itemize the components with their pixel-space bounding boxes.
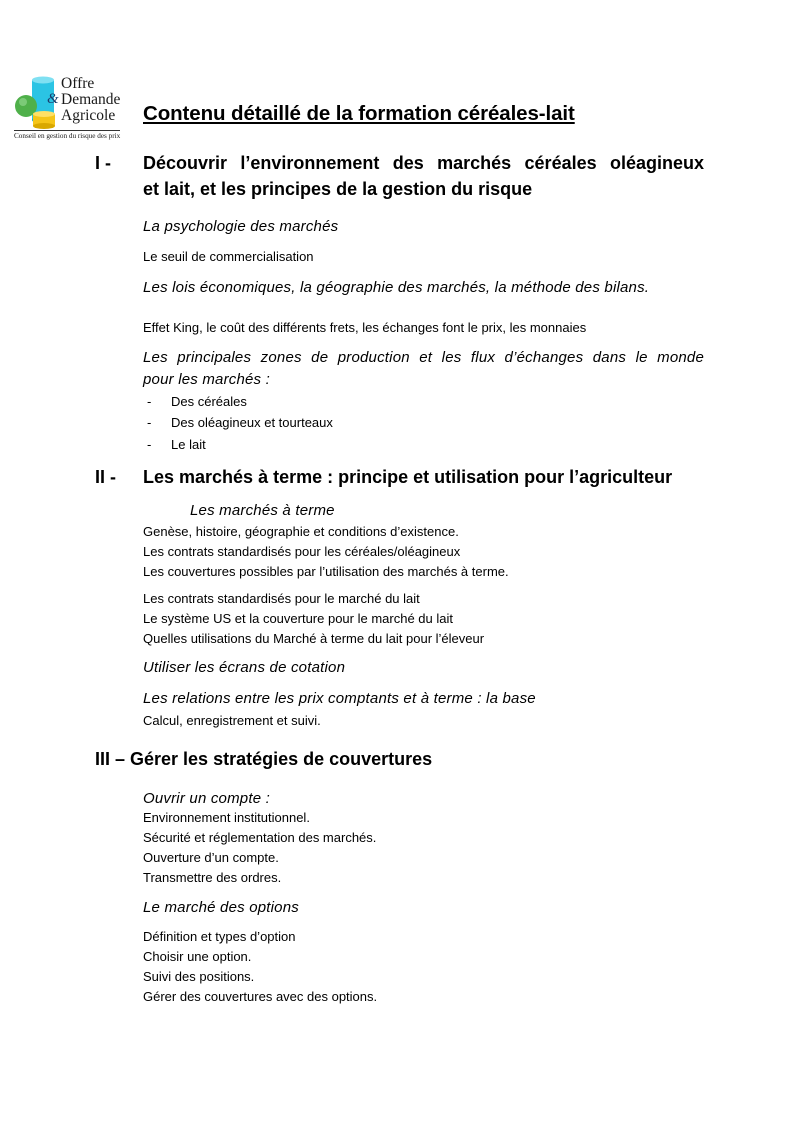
list-item: Genèse, histoire, géographie et conditions d’existence. [143, 524, 459, 539]
list-item: Suivi des positions. [143, 969, 255, 984]
section2-sub-basis: Les relations entre les prix comptants et à terme : la base [143, 690, 536, 707]
list-item: Les contrats standardisés pour le marché du lait [143, 591, 420, 606]
list-item: Sécurité et réglementation des marchés. [143, 830, 377, 845]
section2-sub-futures: Les marchés à terme [190, 502, 335, 519]
section1-text-threshold: Le seuil de commercialisation [143, 249, 314, 264]
list-item-label: Le lait [171, 437, 206, 452]
list-item: Choisir une option. [143, 949, 252, 964]
section3-sub-account: Ouvrir un compte : [143, 790, 270, 807]
section1-sub-zones-line1: Les principales zones de production et les flux d’échanges dans le monde [143, 349, 704, 366]
bullet-dash: - [147, 415, 152, 430]
list-item-label: Des céréales [171, 394, 247, 409]
section1-sub-economic-laws: Les lois économiques, la géographie des marchés, la méthode des bilans. [143, 279, 650, 296]
section1-heading-line2: et lait, et les principes de la gestion du risque [143, 179, 533, 199]
section2-text-calc: Calcul, enregistrement et suivi. [143, 713, 321, 728]
page-title: Contenu détaillé de la formation céréales-lait [143, 102, 575, 125]
section3-heading: III – Gérer les stratégies de couvertures [95, 749, 433, 769]
section3-lines1 [143, 808, 376, 888]
list-item: Quelles utilisations du Marché à terme du lait pour l’éleveur [143, 631, 485, 646]
list-item: Les couvertures possibles par l’utilisation des marchés à terme. [143, 564, 509, 579]
section1-sub-zones-line2: pour les marchés : [143, 371, 270, 388]
logo [14, 76, 134, 146]
list-item: Le système US et la couverture pour le marché du lait [143, 611, 453, 626]
bullet-dash: - [147, 394, 152, 409]
section1-heading-line1: Découvrir l’environnement des marchés céréales oléagineux [143, 153, 704, 173]
section2-heading: Les marchés à terme : principe et utilisation pour l’agriculteur [143, 467, 673, 487]
section1-sub-psychology: La psychologie des marchés [143, 218, 339, 235]
section2-number: II - [95, 467, 116, 487]
section2-sub-screens: Utiliser les écrans de cotation [143, 659, 346, 676]
list-item-label: Des oléagineux et tourteaux [171, 415, 333, 430]
list-item: Définition et types d’option [143, 929, 296, 944]
section1-number: I - [95, 153, 111, 173]
logo-ampersand: & [47, 91, 59, 107]
section2-lines2 [143, 589, 484, 649]
list-item: Environnement institutionnel. [143, 810, 310, 825]
logo-line-offre: Offre [61, 75, 95, 92]
section3-sub-options: Le marché des options [143, 899, 299, 916]
section2-lines1 [143, 522, 509, 582]
section3-lines2 [143, 927, 377, 1007]
logo-tagline: Conseil en gestion du risque des prix [14, 132, 121, 140]
list-item: Les contrats standardisés pour les céréales/oléagineux [143, 544, 461, 559]
bullet-dash: - [147, 437, 152, 452]
list-item: Ouverture d’un compte. [143, 850, 279, 865]
logo-line-agricole: Agricole [61, 107, 116, 124]
logo-line-demande: Demande [61, 91, 121, 108]
list-item: Gérer des couvertures avec des options. [143, 989, 378, 1004]
list-item: Transmettre des ordres. [143, 870, 282, 885]
section1-text-king-effect: Effet King, le coût des différents frets, les échanges font le prix, les monnaies [143, 320, 587, 335]
